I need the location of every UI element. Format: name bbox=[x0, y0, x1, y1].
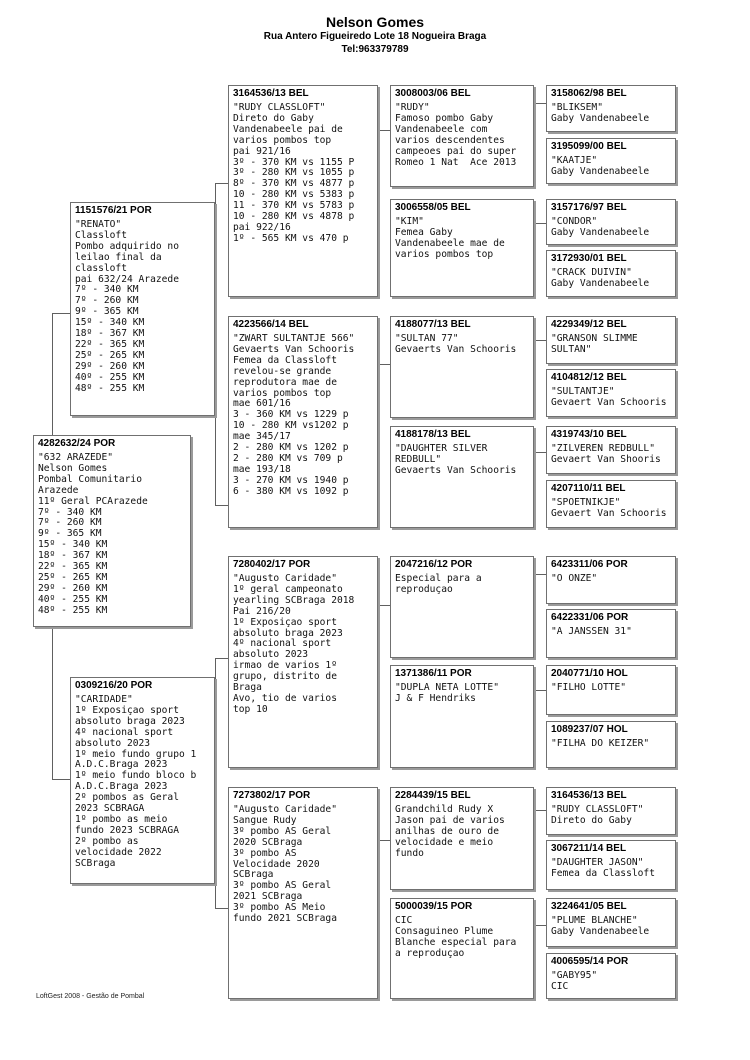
pigeon-card-g4[interactable] bbox=[546, 250, 676, 297]
ring-number: 6422331/06 POR bbox=[551, 612, 629, 623]
pigeon-notes bbox=[551, 858, 671, 880]
pigeon-card-g13[interactable] bbox=[546, 787, 676, 835]
connector-line bbox=[52, 313, 70, 314]
note-line: 7º - 340 KM bbox=[38, 506, 102, 518]
note-line: pai 922/16 bbox=[233, 221, 291, 233]
note-line: 2020 SCBraga bbox=[233, 836, 303, 848]
note-line: 2021 SCBraga bbox=[233, 891, 303, 903]
connector-line bbox=[215, 908, 228, 909]
pigeon-notes bbox=[395, 103, 529, 168]
note-line: 1º Exposiçao sport bbox=[233, 616, 337, 628]
note-line: Avo, tio de varios bbox=[233, 692, 337, 704]
pigeon-notes bbox=[551, 971, 671, 993]
pigeon-notes bbox=[551, 683, 671, 694]
connector-line bbox=[378, 605, 390, 606]
connector-line bbox=[534, 574, 535, 609]
note-line: 29º - 260 KM bbox=[75, 360, 145, 372]
pigeon-notes bbox=[551, 805, 671, 827]
connector-line bbox=[215, 416, 216, 505]
note-line: mae 601/16 bbox=[233, 398, 291, 410]
note-line: "GABY95" bbox=[551, 970, 598, 981]
note-line: 22º - 365 KM bbox=[75, 338, 145, 350]
connector-line bbox=[378, 364, 390, 365]
note-line: 6 - 380 KM vs 1092 p bbox=[233, 485, 349, 497]
pigeon-notes bbox=[551, 444, 671, 466]
note-line: Classloft bbox=[75, 229, 127, 241]
note-line: Gaby Vandenabeele bbox=[551, 112, 650, 124]
pigeon-notes bbox=[551, 627, 671, 638]
note-line: 1º - 565 KM vs 470 p bbox=[233, 232, 349, 244]
note-line: 3º pombo AS Geral bbox=[233, 880, 332, 892]
pigeon-notes bbox=[551, 156, 671, 178]
ring-number: 4229349/12 BEL bbox=[551, 319, 627, 330]
note-line: Gaby Vandenabeele bbox=[551, 226, 650, 238]
note-line: Pombo adquirido no bbox=[75, 240, 179, 252]
connector-line bbox=[534, 103, 535, 140]
connector-line bbox=[215, 658, 228, 659]
note-line: fundo 2021 SCBraga bbox=[233, 913, 337, 925]
note-line: Romeo 1 Nat Ace 2013 bbox=[395, 156, 517, 168]
note-line: A.D.C.Braga 2023 bbox=[75, 781, 168, 793]
note-line: 4º nacional sport bbox=[233, 638, 332, 650]
connector-line bbox=[534, 452, 535, 482]
note-line: 25º - 265 KM bbox=[38, 571, 108, 583]
connector-line bbox=[52, 313, 53, 438]
note-line: reproduçao bbox=[395, 583, 453, 595]
note-line: "RUDY" bbox=[395, 102, 430, 113]
note-line: 3º - 280 KM vs 1055 p bbox=[233, 167, 355, 179]
connector-line bbox=[534, 223, 546, 224]
ring-number: 3008003/06 BEL bbox=[395, 88, 471, 99]
connector-line bbox=[534, 690, 535, 724]
note-line: 2023 SCBRAGA bbox=[75, 803, 145, 815]
note-line: Arazede bbox=[38, 484, 79, 496]
connector-line bbox=[378, 364, 379, 426]
note-line: Famoso pombo Gaby bbox=[395, 112, 494, 124]
note-line: revelou-se grande bbox=[233, 365, 332, 377]
note-line: 2º pombo as bbox=[75, 835, 139, 847]
pigeon-card-g5[interactable] bbox=[546, 316, 676, 364]
pigeon-card-g2[interactable] bbox=[546, 138, 676, 184]
connector-line bbox=[534, 223, 535, 251]
pigeon-notes bbox=[38, 453, 186, 617]
note-line: 40º - 255 KM bbox=[75, 371, 145, 383]
pigeon-card-sdd[interactable] bbox=[390, 426, 534, 528]
note-line: 7º - 340 KM bbox=[75, 284, 139, 296]
pigeon-card-dds[interactable] bbox=[390, 787, 534, 890]
note-line: Nelson Gomes bbox=[38, 462, 108, 474]
connector-line bbox=[215, 183, 216, 216]
connector-line bbox=[534, 810, 546, 811]
connector-line bbox=[534, 574, 546, 575]
ring-number: 4188077/13 BEL bbox=[395, 319, 471, 330]
note-line: Braga bbox=[233, 682, 262, 694]
connector-line bbox=[52, 627, 53, 779]
note-line: 1º pombo as meio bbox=[75, 813, 168, 825]
note-line: "PLUME BLANCHE" bbox=[551, 915, 638, 926]
breeder-name: Nelson Gomes bbox=[325, 14, 425, 30]
note-line: velocidade e meio bbox=[395, 836, 494, 848]
pigeon-card-g16[interactable] bbox=[546, 953, 676, 999]
pigeon-notes bbox=[395, 916, 529, 960]
note-line: anilhas de ouro de bbox=[395, 825, 499, 837]
connector-line bbox=[534, 925, 546, 926]
note-line: "DAUGHTER SILVER bbox=[395, 443, 488, 454]
note-line: Especial para a bbox=[395, 573, 482, 584]
ring-number: 3157176/97 BEL bbox=[551, 202, 627, 213]
note-line: classloft bbox=[75, 262, 127, 274]
connector-line bbox=[378, 840, 390, 841]
pigeon-card-g7[interactable] bbox=[546, 426, 676, 474]
ring-number: 4223566/14 BEL bbox=[233, 319, 309, 330]
pigeon-notes bbox=[551, 334, 671, 356]
ring-number: 3067211/14 BEL bbox=[551, 843, 627, 854]
ring-number: 3164536/13 BEL bbox=[233, 88, 309, 99]
note-line: "A JANSSEN 31" bbox=[551, 626, 632, 637]
note-line: "FILHA DO KEIZER" bbox=[551, 738, 650, 749]
ring-number: 3172930/01 BEL bbox=[551, 253, 627, 264]
pigeon-notes bbox=[395, 805, 529, 860]
note-line: 1º geral campeonato bbox=[233, 583, 343, 595]
ring-number: 3224641/05 BEL bbox=[551, 901, 627, 912]
note-line: 10 - 280 KM vs 5383 p bbox=[233, 189, 355, 201]
note-line: "CONDOR" bbox=[551, 216, 598, 227]
note-line: mae 345/17 bbox=[233, 431, 291, 443]
note-line: 10 - 280 KM vs 4878 p bbox=[233, 211, 355, 223]
pigeon-card-sds[interactable] bbox=[390, 316, 534, 418]
ring-number: 5000039/15 POR bbox=[395, 901, 473, 912]
note-line: "RUDY CLASSLOFT" bbox=[233, 102, 326, 113]
note-line: 2 - 280 KM vs 1202 p bbox=[233, 442, 349, 454]
note-line: Gaby Vandenabeele bbox=[551, 165, 650, 177]
ring-number: 3164536/13 BEL bbox=[551, 790, 627, 801]
breeder-phone: Tel:963379789 bbox=[341, 44, 409, 55]
pigeon-card-g1[interactable] bbox=[546, 85, 676, 132]
note-line: 29º - 260 KM bbox=[38, 582, 108, 594]
connector-line bbox=[534, 340, 535, 370]
ring-number: 7273802/17 POR bbox=[233, 790, 311, 801]
note-line: yearling SCBraga 2018 bbox=[233, 594, 355, 606]
note-line: Gaby Vandenabeele bbox=[551, 277, 650, 289]
pigeon-card-sire-sire[interactable] bbox=[228, 85, 378, 297]
pigeon-card-dsd[interactable] bbox=[390, 665, 534, 768]
connector-line bbox=[215, 658, 216, 680]
note-line: Direto do Gaby bbox=[233, 112, 314, 124]
ring-number: 4188178/13 BEL bbox=[395, 429, 471, 440]
note-line: "BLIKSEM" bbox=[551, 102, 603, 113]
note-line: Vandenabeele mae de bbox=[395, 237, 505, 249]
note-line: 11º Geral PCArazede bbox=[38, 495, 148, 507]
pigeon-card-g3[interactable] bbox=[546, 199, 676, 245]
note-line: CIC bbox=[551, 980, 569, 992]
pigeon-notes bbox=[551, 574, 671, 585]
pigeon-notes bbox=[551, 103, 671, 125]
note-line: Gevaerts Van Schooris bbox=[395, 343, 517, 355]
note-line: varios pombos top bbox=[395, 248, 494, 260]
pigeon-notes bbox=[233, 103, 373, 245]
note-line: "SPOETNIKJE" bbox=[551, 497, 621, 508]
pigeon-card-subject[interactable] bbox=[33, 435, 191, 627]
connector-line bbox=[378, 605, 379, 665]
ring-number: 4282632/24 POR bbox=[38, 438, 116, 449]
ring-number: 7280402/17 POR bbox=[233, 559, 311, 570]
note-line: "SULTANTJE" bbox=[551, 386, 615, 397]
pigeon-card-ddd[interactable] bbox=[390, 898, 534, 999]
pigeon-notes bbox=[395, 574, 529, 596]
connector-line bbox=[534, 925, 535, 958]
note-line: Vandenabeele com bbox=[395, 123, 488, 135]
note-line: reprodutora mae de bbox=[233, 376, 337, 388]
ring-number: 4006595/14 POR bbox=[551, 956, 629, 967]
note-line: 7º - 260 KM bbox=[75, 295, 139, 307]
note-line: 1º meio fundo bloco b bbox=[75, 770, 197, 782]
note-line: "ZWART SULTANTJE 566" bbox=[233, 333, 355, 344]
note-line: "O ONZE" bbox=[551, 573, 598, 584]
pigeon-card-dam[interactable] bbox=[70, 677, 215, 884]
pigeon-card-g9[interactable] bbox=[546, 556, 676, 604]
pigeon-card-sire-dam[interactable] bbox=[228, 316, 378, 528]
note-line: "RUDY CLASSLOFT" bbox=[551, 804, 644, 815]
pigeon-notes bbox=[395, 217, 529, 261]
note-line: 11 - 370 KM vs 5783 p bbox=[233, 200, 355, 212]
pigeon-notes bbox=[551, 916, 671, 938]
connector-line bbox=[534, 340, 546, 341]
ring-number: 1089237/07 HOL bbox=[551, 724, 628, 735]
note-line: Velocidade 2020 bbox=[233, 858, 320, 870]
connector-line bbox=[534, 690, 546, 691]
note-line: REDBULL" bbox=[395, 453, 442, 465]
note-line: SCBraga bbox=[233, 869, 274, 881]
connector-line bbox=[215, 884, 216, 908]
pigeon-card-g8[interactable] bbox=[546, 480, 676, 528]
note-line: a reproduçao bbox=[395, 947, 465, 959]
note-line: 3 - 360 KM vs 1229 p bbox=[233, 409, 349, 421]
note-line: 18º - 367 KM bbox=[75, 328, 145, 340]
breeder-address: Rua Antero Figueiredo Lote 18 Nogueira Braga bbox=[263, 31, 487, 42]
ring-number: 2047216/12 POR bbox=[395, 559, 473, 570]
note-line: Gevaerts Van Schooris bbox=[395, 464, 517, 476]
note-line: pai 632/24 Arazede bbox=[75, 273, 179, 285]
note-line: "DUPLA NETA LOTTE" bbox=[395, 682, 499, 693]
note-line: absoluto 2023 bbox=[75, 737, 151, 749]
note-line: 3º - 370 KM vs 1155 P bbox=[233, 156, 355, 168]
note-line: leilao final da bbox=[75, 251, 162, 263]
note-line: Vandenabeele pai de bbox=[233, 123, 343, 135]
pigeon-card-g15[interactable] bbox=[546, 898, 676, 947]
ring-number: 4319743/10 BEL bbox=[551, 429, 627, 440]
note-line: Sangue Rudy bbox=[233, 814, 297, 826]
ring-number: 2040771/10 HOL bbox=[551, 668, 628, 679]
pigeon-notes bbox=[233, 805, 373, 925]
note-line: "SULTAN 77" bbox=[395, 333, 459, 344]
connector-line bbox=[534, 810, 535, 842]
note-line: 10 - 280 KM vs1202 p bbox=[233, 420, 349, 432]
pigeon-card-g6[interactable] bbox=[546, 369, 676, 417]
note-line: 1º Exposiçao sport bbox=[75, 704, 179, 716]
ring-number: 1371386/11 POR bbox=[395, 668, 472, 679]
note-line: Femea da Classloft bbox=[551, 867, 655, 879]
note-line: SCBraga bbox=[75, 857, 116, 869]
note-line: absoluto braga 2023 bbox=[75, 715, 185, 727]
note-line: Grandchild Rudy X bbox=[395, 804, 494, 815]
note-line: varios pombos top bbox=[233, 387, 332, 399]
connector-line bbox=[215, 183, 228, 184]
note-line: 40º - 255 KM bbox=[38, 593, 108, 605]
pigeon-notes bbox=[395, 334, 529, 356]
note-line: campeoes pai do super bbox=[395, 145, 517, 157]
software-credit: LoftGest 2008 - Gestão de Pombal bbox=[36, 993, 145, 1000]
note-line: Pai 216/20 bbox=[233, 605, 291, 617]
note-line: CIC bbox=[395, 915, 413, 926]
note-line: 3º pombo AS Meio bbox=[233, 902, 326, 914]
note-line: "CARIDADE" bbox=[75, 694, 133, 705]
note-line: J & F Hendriks bbox=[395, 692, 476, 704]
note-line: "GRANSON SLIMME bbox=[551, 333, 638, 344]
pigeon-notes bbox=[395, 683, 529, 705]
note-line: "KIM" bbox=[395, 216, 424, 227]
note-line: 2º pombos as Geral bbox=[75, 792, 179, 804]
note-line: "Augusto Caridade" bbox=[233, 573, 337, 584]
note-line: 18º - 367 KM bbox=[38, 550, 108, 562]
note-line: A.D.C.Braga 2023 bbox=[75, 759, 168, 771]
note-line: Pombal Comunitario bbox=[38, 473, 142, 485]
note-line: "FILHO LOTTE" bbox=[551, 682, 627, 693]
note-line: Gevaerts Van Schooris bbox=[233, 343, 355, 355]
note-line: 2 - 280 KM vs 709 p bbox=[233, 452, 343, 464]
note-line: "KAATJE" bbox=[551, 155, 598, 166]
ring-number: 3158062/98 BEL bbox=[551, 88, 627, 99]
connector-line bbox=[534, 452, 546, 453]
note-line: pai 921/16 bbox=[233, 145, 291, 157]
note-line: 1º meio fundo grupo 1 bbox=[75, 748, 197, 760]
note-line: 15º - 340 KM bbox=[75, 317, 145, 329]
note-line: 3 - 270 KM vs 1940 p bbox=[233, 474, 349, 486]
note-line: 3º pombo AS Geral bbox=[233, 825, 332, 837]
note-line: fundo 2023 SCBRAGA bbox=[75, 824, 179, 836]
note-line: SULTAN" bbox=[551, 343, 592, 355]
pigeon-card-dss[interactable] bbox=[390, 556, 534, 658]
note-line: absoluto braga 2023 bbox=[233, 627, 343, 639]
note-line: 48º - 255 KM bbox=[75, 382, 145, 394]
pigeon-card-g12[interactable] bbox=[546, 721, 676, 768]
ring-number: 3195099/00 BEL bbox=[551, 141, 627, 152]
note-line: mae 193/18 bbox=[233, 463, 291, 475]
pigeon-notes bbox=[75, 220, 210, 395]
note-line: 15º - 340 KM bbox=[38, 539, 108, 551]
note-line: "RENATO" bbox=[75, 219, 122, 230]
pigeon-notes bbox=[551, 498, 671, 520]
pigeon-notes bbox=[233, 574, 373, 716]
note-line: 22º - 365 KM bbox=[38, 561, 108, 573]
note-line: 7º - 260 KM bbox=[38, 517, 102, 529]
connector-line bbox=[215, 505, 228, 506]
ring-number: 0309216/20 POR bbox=[75, 680, 153, 691]
ring-number: 2284439/15 BEL bbox=[395, 790, 471, 801]
connector-line bbox=[378, 130, 390, 131]
note-line: varios descendentes bbox=[395, 134, 505, 146]
ring-number: 4207110/11 BEL bbox=[551, 483, 626, 494]
pigeon-card-g10[interactable] bbox=[546, 609, 676, 658]
note-line: "CRACK DUIVIN" bbox=[551, 267, 632, 278]
note-line: "ZILVEREN REDBULL" bbox=[551, 443, 655, 454]
note-line: Direto do Gaby bbox=[551, 814, 632, 826]
note-line: absoluto 2023 bbox=[233, 649, 309, 661]
pigeon-card-dam-dam[interactable] bbox=[228, 787, 378, 999]
note-line: "Augusto Caridade" bbox=[233, 804, 337, 815]
note-line: fundo bbox=[395, 847, 424, 859]
pigeon-notes bbox=[233, 334, 373, 498]
pigeon-card-sss[interactable] bbox=[390, 85, 534, 187]
ring-number: 1151576/21 POR bbox=[75, 205, 152, 216]
note-line: 8º - 370 KM vs 4877 p bbox=[233, 178, 355, 190]
pigeon-card-g11[interactable] bbox=[546, 665, 676, 715]
note-line: Jason pai de varios bbox=[395, 814, 505, 826]
pigeon-card-dam-sire[interactable] bbox=[228, 556, 378, 768]
note-line: Gevaert Van Shooris bbox=[551, 453, 661, 465]
ring-number: 4104812/12 BEL bbox=[551, 372, 627, 383]
note-line: "632 ARAZEDE" bbox=[38, 452, 114, 463]
note-line: Blanche especial para bbox=[395, 936, 517, 948]
pigeon-notes bbox=[551, 217, 671, 239]
connector-line bbox=[378, 130, 379, 199]
note-line: 4º nacional sport bbox=[75, 726, 174, 738]
pigeon-card-ssd[interactable] bbox=[390, 199, 534, 297]
pigeon-notes bbox=[551, 268, 671, 290]
note-line: Femea Gaby bbox=[395, 226, 453, 238]
note-line: "DAUGHTER JASON" bbox=[551, 857, 644, 868]
note-line: 48º - 255 KM bbox=[38, 604, 108, 616]
pigeon-card-sire[interactable] bbox=[70, 202, 215, 416]
connector-line bbox=[52, 779, 70, 780]
note-line: Gaby Vandenabeele bbox=[551, 925, 650, 937]
note-line: 25º - 265 KM bbox=[75, 349, 145, 361]
pigeon-notes bbox=[551, 739, 671, 750]
note-line: 9º - 365 KM bbox=[75, 306, 139, 318]
note-line: velocidade 2022 bbox=[75, 846, 162, 858]
note-line: Gevaert Van Schooris bbox=[551, 507, 667, 519]
note-line: grupo, distrito de bbox=[233, 671, 337, 683]
note-line: irmao de varios 1º bbox=[233, 660, 337, 672]
pigeon-notes bbox=[75, 695, 210, 870]
note-line: 9º - 365 KM bbox=[38, 528, 102, 540]
note-line: Femea da Classloft bbox=[233, 354, 337, 366]
pigeon-card-g14[interactable] bbox=[546, 840, 676, 890]
connector-line bbox=[378, 840, 379, 898]
connector-line bbox=[534, 103, 546, 104]
note-line: Consaguineo Plume bbox=[395, 925, 494, 937]
pigeon-notes bbox=[395, 444, 529, 477]
note-line: top 10 bbox=[233, 703, 268, 715]
pigeon-notes bbox=[551, 387, 671, 409]
note-line: 3º pombo AS bbox=[233, 847, 297, 859]
note-line: Gevaert Van Schooris bbox=[551, 396, 667, 408]
ring-number: 3006558/05 BEL bbox=[395, 202, 471, 213]
note-line: varios pombos top bbox=[233, 134, 332, 146]
ring-number: 6423311/06 POR bbox=[551, 559, 628, 570]
